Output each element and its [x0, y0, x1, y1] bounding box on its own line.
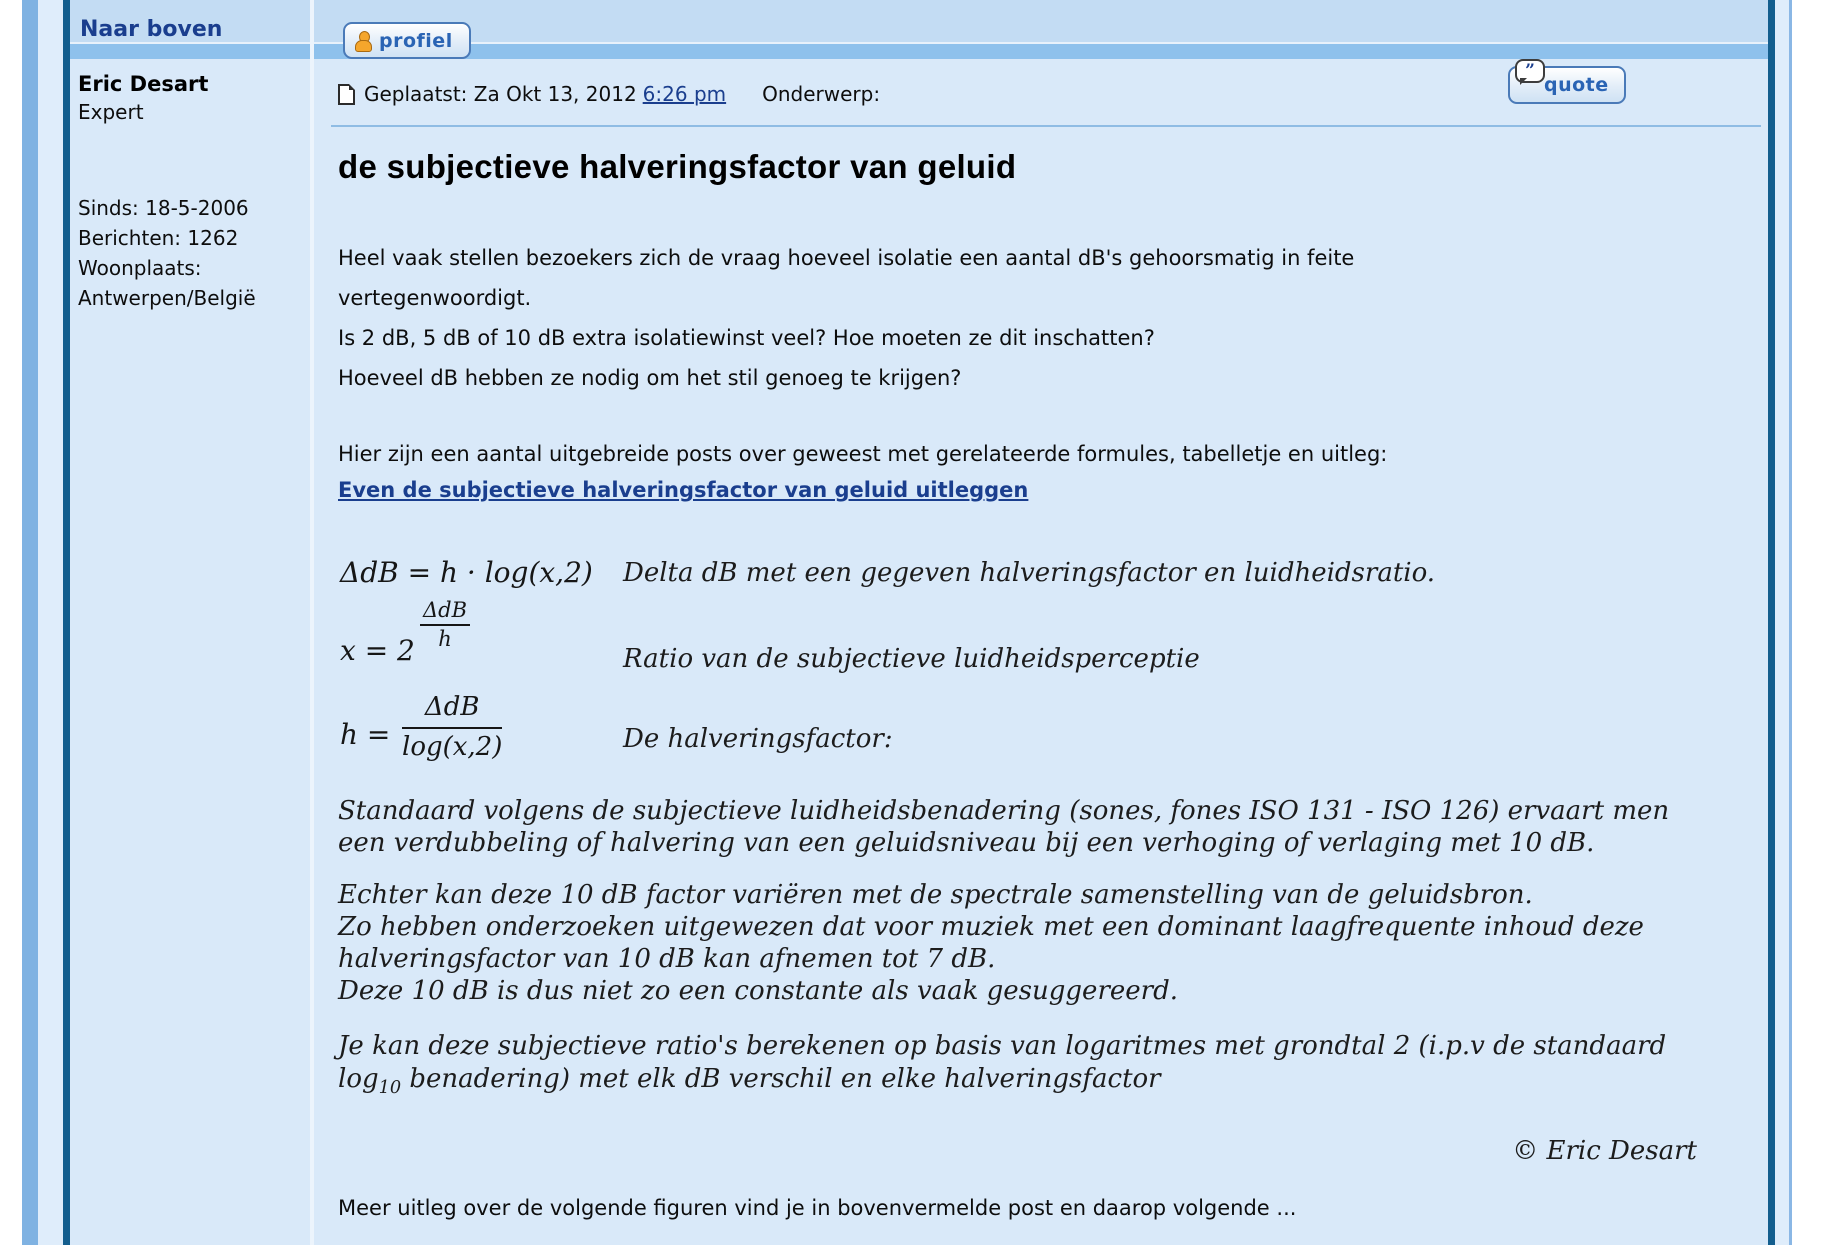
quote-bubble-icon: ” — [1515, 59, 1545, 85]
para-echter-line: Deze 10 dB is dus niet zo een constante als vaak gesuggereerd. — [338, 976, 1178, 1006]
profile-user-icon — [355, 31, 372, 51]
formula-halvering-denominator: log(x,2) — [402, 732, 503, 762]
formula-ratio-exp-numerator: ΔdB — [420, 598, 470, 626]
para-standaard-line: een verdubbeling of halvering van een geluidsniveau bij een verhoging of verlaging met 10 dB. — [338, 828, 1595, 858]
formula-halvering-caption: De halveringsfactor: — [623, 724, 893, 754]
intro-line: Heel vaak stellen bezoekers zich de vraag hoeveel isolatie een aantal dB's gehoorsmatig in feite — [338, 246, 1355, 270]
posted-label: Geplaatst: Za Okt 13, 2012 — [364, 82, 637, 106]
table-border-left — [63, 0, 70, 1245]
intro-line: Is 2 dB, 5 dB of 10 dB extra isolatiewinst veel? Hoe moeten ze dit inschatten? — [338, 326, 1155, 350]
links-intro-line: Hier zijn een aantal uitgebreide posts over geweest met gerelateerde formules, tabelletje en uitleg: — [338, 442, 1388, 466]
para-jekan-line-rest: benadering) met elk dB verschil en elke halveringsfactor — [401, 1064, 1161, 1094]
para-echter-line: Echter kan deze 10 dB factor variëren met de spectrale samenstelling van de geluidsbron. — [338, 880, 1533, 910]
copyright-line: © Eric Desart — [1512, 1136, 1697, 1166]
author-location-value: Antwerpen/België — [78, 286, 256, 310]
author-joined: Sinds: 18-5-2006 — [78, 196, 249, 220]
formula-ratio-base: x = 2 — [340, 634, 415, 667]
log-subscript: 10 — [378, 1078, 402, 1099]
formula-ratio — [340, 598, 560, 672]
cell-separator — [310, 0, 314, 1245]
formula-ratio-exponent — [420, 598, 470, 651]
back-to-top-link[interactable]: Naar boven — [80, 17, 223, 42]
topbar-row-background — [70, 0, 1768, 42]
para-standaard-line: Standaard volgens de subjectieve luidheidsbenadering (sones, fones ISO 131 - ISO 126) ervaart men — [338, 796, 1670, 826]
formula-halvering-numerator: ΔdB — [402, 692, 502, 729]
formula-ratio-exp-denominator: h — [438, 627, 452, 651]
post-title: de subjectieve halveringsfactor van geluid — [338, 148, 1017, 185]
para-jekan-line: Je kan deze subjectieve ratio's berekenen op basis van logaritmes met grondtal 2 (i.p.v de standaard — [338, 1031, 1667, 1061]
outro-line: Meer uitleg over de volgende figuren vind je in bovenvermelde post en daarop volgende ... — [338, 1196, 1297, 1220]
formula-halvering-lhs: h = — [340, 718, 391, 751]
profile-button-label: profiel — [379, 29, 453, 52]
intro-line: Hoeveel dB hebben ze nodig om het stil genoeg te krijgen? — [338, 366, 962, 390]
formula-delta-db-caption: Delta dB met een gegeven halveringsfactor en luidheidsratio. — [623, 558, 1436, 588]
author-location-label: Woonplaats: — [78, 256, 202, 280]
author-rank: Expert — [78, 100, 144, 124]
quote-button-label: quote — [1544, 74, 1609, 96]
profile-button[interactable] — [343, 22, 471, 59]
formula-halvering — [340, 692, 580, 772]
subject-label: Onderwerp: — [762, 82, 881, 106]
author-post-count: Berichten: 1262 — [78, 226, 239, 250]
quote-button[interactable] — [1508, 61, 1626, 104]
author-name: Eric Desart — [78, 72, 209, 96]
log-text: log — [338, 1064, 379, 1094]
para-echter-line: Zo hebben onderzoeken uitgewezen dat voor muziek met een dominant laagfrequente inhoud deze — [338, 912, 1644, 942]
intro-line: vertegenwoordigt. — [338, 286, 532, 310]
post-header — [338, 82, 880, 106]
posted-time-link[interactable]: 6:26 pm — [642, 82, 727, 106]
header-band — [70, 44, 1768, 59]
post-header-divider — [331, 125, 1761, 127]
formula-ratio-caption: Ratio van de subjectieve luidheidsperceptie — [623, 644, 1200, 674]
formula-halvering-fraction — [402, 692, 502, 762]
left-accent-bar — [22, 0, 38, 1245]
post-page-icon — [338, 84, 355, 105]
para-echter-line: halveringsfactor van 10 dB kan afnemen tot 7 dB. — [338, 944, 996, 974]
table-border-right — [1768, 0, 1775, 1245]
formula-delta-db: ΔdB = h · log(x,2) — [340, 556, 593, 589]
para-jekan-line — [338, 1064, 1161, 1098]
related-post-link[interactable]: Even de subjectieve halveringsfactor van geluid uitleggen — [338, 478, 1029, 502]
